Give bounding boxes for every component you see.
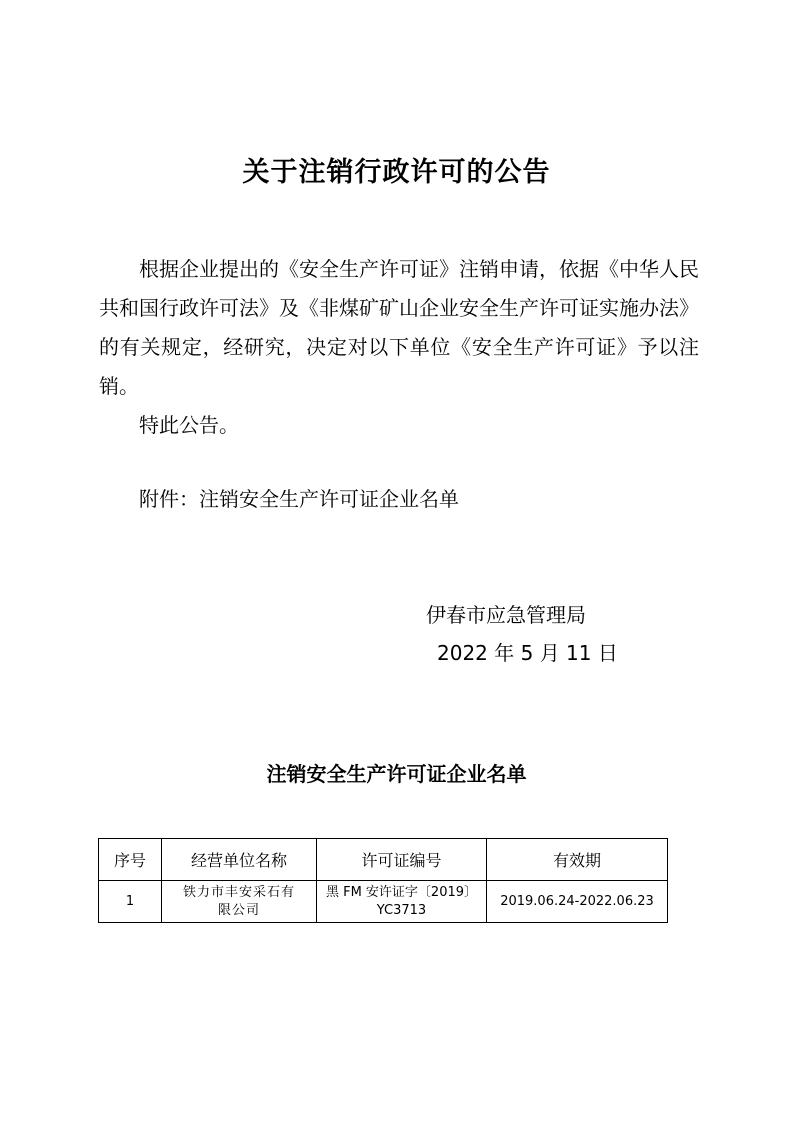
row-license-cell <box>317 881 487 923</box>
row-license: 黑 FM 安许证字〔2019〕YC3713 <box>325 884 478 918</box>
header-validity: 有效期 <box>487 839 668 881</box>
issuer-name: 伊春市应急管理局 <box>426 603 586 627</box>
row-validity: 2019.06.24-2022.06.23 <box>487 881 668 923</box>
header-no: 序号 <box>99 839 162 881</box>
row-no: 1 <box>99 881 162 923</box>
table-header-row <box>99 839 668 881</box>
header-license: 许可证编号 <box>317 839 487 881</box>
body-paragraph: 根据企业提出的《安全生产许可证》注销申请，依据《中华人民共和国行政许可法》及《非煤矿矿山企业安全生产许可证实施办法》的有关规定，经研究，决定对以下单位《安全生产许可证》予以注销。 <box>99 257 699 398</box>
row-company: 铁力市丰安采石有限公司 <box>182 884 295 918</box>
issue-date: 2022 年 5 月 11 日 <box>437 641 618 665</box>
announcement-title: 关于注销行政许可的公告 <box>242 157 551 188</box>
row-company-cell <box>162 881 317 923</box>
list-title: 注销安全生产许可证企业名单 <box>266 762 527 786</box>
announcement-body <box>99 250 699 445</box>
table-row <box>99 881 668 923</box>
closing-line: 特此公告。 <box>139 413 239 437</box>
company-list-table <box>98 838 668 923</box>
attachment-line: 附件：注销安全生产许可证企业名单 <box>139 487 459 511</box>
header-company: 经营单位名称 <box>162 839 317 881</box>
